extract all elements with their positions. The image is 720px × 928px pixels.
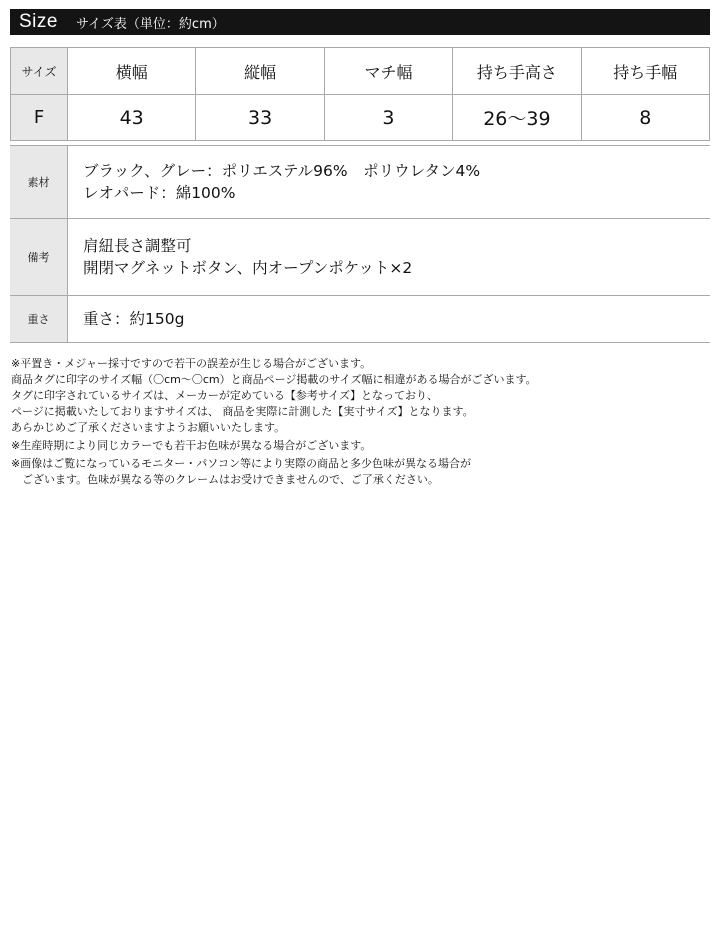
product-details bbox=[10, 145, 710, 343]
size-label-cell: F bbox=[11, 95, 68, 141]
footnote-line: ございます。色味が異なる等のクレームはお受けできませんので、ご了承ください。 bbox=[11, 473, 439, 486]
footnote-measurement bbox=[11, 356, 711, 436]
remarks-row bbox=[10, 219, 710, 296]
size-header-cell: サイズ bbox=[11, 48, 68, 95]
footnote-line: ※平置き・メジャー採寸ですので若干の誤差が生じる場合がございます。 bbox=[11, 357, 372, 370]
footnote-color-variation bbox=[11, 438, 711, 454]
column-header-width: 横幅 bbox=[68, 48, 196, 95]
material-value bbox=[68, 146, 710, 218]
value-handle-width: 8 bbox=[581, 95, 709, 141]
weight-value bbox=[68, 296, 710, 342]
size-subtitle: サイズ表（単位：約cm） bbox=[75, 16, 225, 32]
value-handle-height: 26～39 bbox=[453, 95, 581, 141]
remarks-line: 開閉マグネットボタン、内オープンポケット×2 bbox=[83, 259, 413, 277]
column-header-gusset: マチ幅 bbox=[324, 48, 452, 95]
material-row bbox=[10, 146, 710, 219]
remarks-label: 備考 bbox=[10, 219, 68, 295]
footnote-line: あらかじめご了承くださいますようお願いいたします。 bbox=[11, 421, 286, 434]
size-table bbox=[10, 47, 710, 141]
weight-row bbox=[10, 296, 710, 342]
value-gusset: 3 bbox=[324, 95, 452, 141]
footnote-line: 商品タグに印字のサイズ幅（〇cm～〇cm）と商品ページ掲載のサイズ幅に相違がある場合がございます。 bbox=[11, 373, 537, 386]
value-height: 33 bbox=[196, 95, 324, 141]
footnote-line: ※生産時期により同じカラーでも若干お色味が異なる場合がございます。 bbox=[11, 439, 372, 452]
remarks-line: 肩紐長さ調整可 bbox=[83, 237, 192, 255]
footnote-monitor bbox=[11, 456, 711, 488]
value-width: 43 bbox=[68, 95, 196, 141]
size-title: Size bbox=[19, 11, 58, 32]
footnote-line: タグに印字されているサイズは、メーカーが定めている【参考サイズ】となっており、 bbox=[11, 389, 439, 402]
column-header-handle-width: 持ち手幅 bbox=[581, 48, 709, 95]
size-table-row bbox=[11, 95, 710, 141]
weight-label: 重さ bbox=[10, 296, 68, 342]
footnotes bbox=[11, 356, 711, 490]
weight-line: 重さ：約150g bbox=[83, 310, 185, 328]
size-header-bar bbox=[10, 9, 710, 35]
footnote-line: ページに掲載いたしておりますサイズは、 商品を実際に計測した【実寸サイズ】となります。 bbox=[11, 405, 474, 418]
footnote-line: ※画像はご覧になっているモニター・パソコン等により実際の商品と多少色味が異なる場合が bbox=[11, 457, 471, 470]
material-line: レオパード：綿100% bbox=[83, 184, 236, 202]
material-label: 素材 bbox=[10, 146, 68, 218]
size-table-header-row bbox=[11, 48, 710, 95]
material-line: ブラック、グレー：ポリエステル96% ポリウレタン4% bbox=[83, 162, 481, 180]
column-header-handle-height: 持ち手高さ bbox=[453, 48, 581, 95]
column-header-height: 縦幅 bbox=[196, 48, 324, 95]
remarks-value bbox=[68, 219, 710, 295]
